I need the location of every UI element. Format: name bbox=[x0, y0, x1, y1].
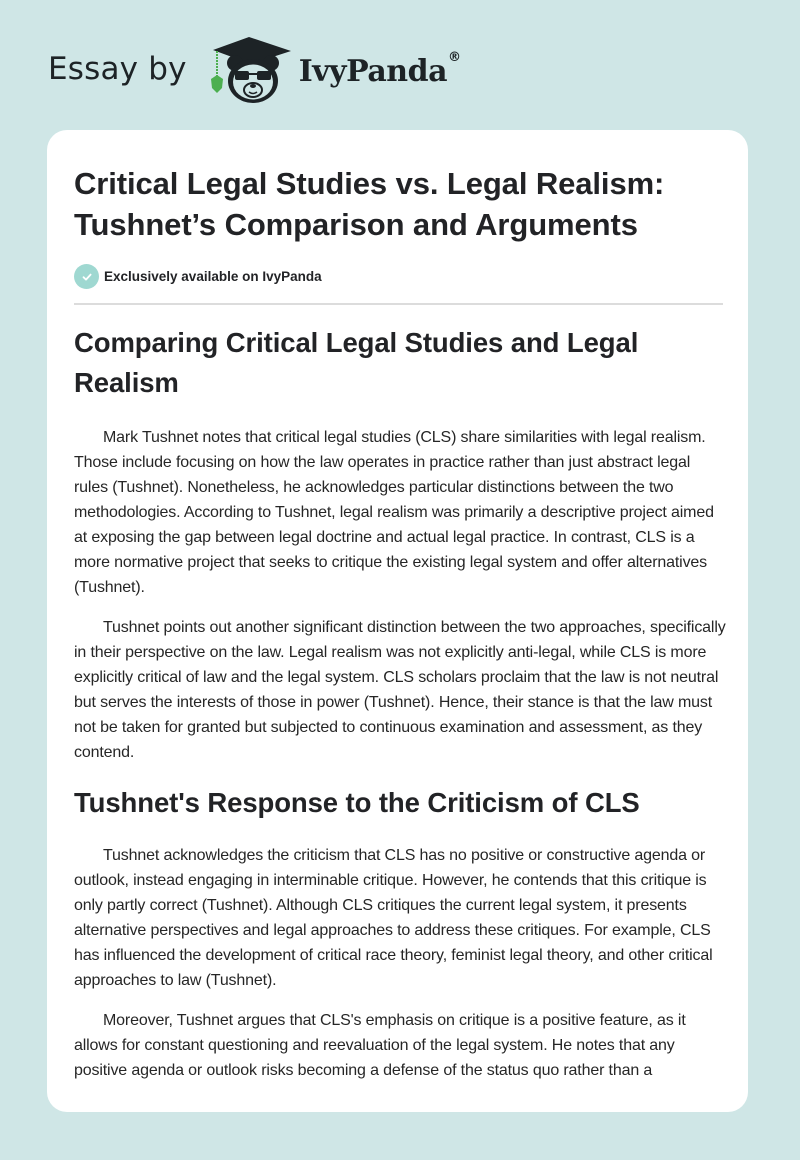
brand-header bbox=[48, 36, 461, 106]
section-heading: Comparing Critical Legal Studies and Legal Realism bbox=[74, 327, 639, 398]
badge-text: Exclusively available on IvyPanda bbox=[104, 269, 322, 284]
panda-graduation-cap-icon[interactable] bbox=[205, 35, 293, 107]
section-heading: Tushnet's Response to the Criticism of CLS bbox=[74, 787, 640, 818]
paragraph: Moreover, Tushnet argues that CLS's emphasis on critique is a positive feature, as it allows for constant questioning and reevaluation of the legal system. He notes that any positive agenda or outlook risks becoming a defense of the status quo rather than a bbox=[74, 1012, 686, 1079]
check-circle-icon bbox=[74, 264, 99, 289]
paragraph: Tushnet acknowledges the criticism that CLS has no positive or constructive agenda or outlook, instead engaging in interminable critique. However, he contends that this critique is only partly correct (Tushnet). Although CLS critiques the current legal system, it presents alternative perspectives and legal approaches to address these critiques. For example, CLS has influenced the development of critical race theory, feminist legal theory, and other critical approaches to law (Tushnet). bbox=[74, 847, 713, 989]
essay-title: Critical Legal Studies vs. Legal Realism: Tushnet’s Comparison and Arguments bbox=[74, 166, 665, 242]
exclusive-badge bbox=[74, 264, 322, 289]
brand-name-text: IvyPanda bbox=[298, 53, 448, 89]
essay-card bbox=[47, 130, 748, 1112]
paragraph: Tushnet points out another significant distinction between the two approaches, specifically in their perspective on the law. Legal realism was not explicitly anti-legal, while CLS is more explicitly critical of law and the legal system. CLS scholars proclaim that the law is not neutral but serves the interests of those in power (Tushnet). Hence, their stance is that the law must not be taken for granted but subjected to continuous examination and assessment, as they contend. bbox=[74, 619, 726, 761]
brand-prefix: Essay by bbox=[48, 51, 187, 87]
registered-mark: ® bbox=[448, 49, 461, 65]
title-divider bbox=[74, 303, 723, 305]
paragraph: Mark Tushnet notes that critical legal studies (CLS) share similarities with legal realism. Those include focusing on how the law operates in practice rather than just abstract legal rules (Tushnet). Nonetheless, he acknowledges particular distinctions between the two methodologies. According to Tushnet, legal realism was primarily a descriptive project aimed at exposing the gap between legal doctrine and actual legal practice. In contrast, CLS is a more normative project that seeks to critique the existing legal system and offer alternatives (Tushnet). bbox=[74, 429, 714, 596]
brand-name[interactable] bbox=[298, 49, 461, 89]
essay-body bbox=[74, 323, 726, 1083]
